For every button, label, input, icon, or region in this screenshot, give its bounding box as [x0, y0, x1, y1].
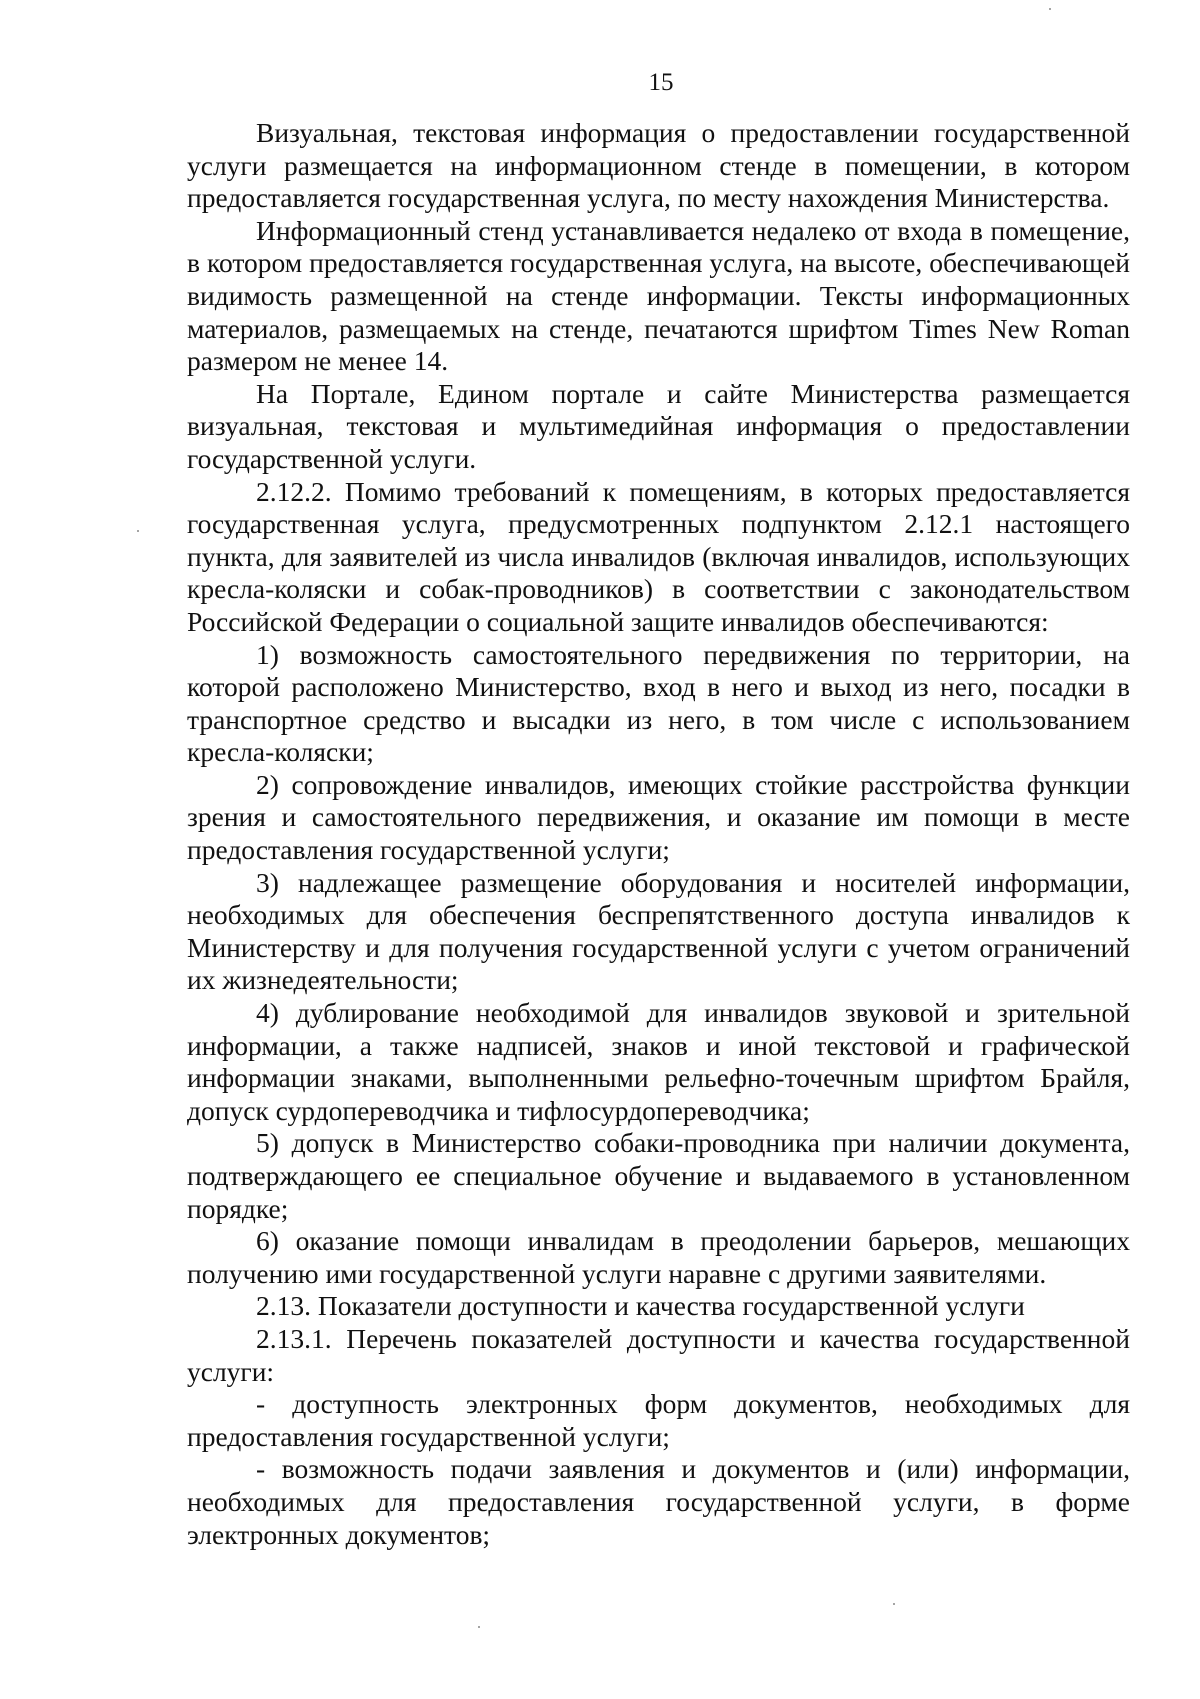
list-item-2: 2) сопровождение инвалидов, имеющих стойкие расстройства функции зрения и самостоятельного передвижения, и оказание им помощи в месте предоставления государственной услуги;	[187, 768, 1130, 866]
list-item-6: 6) оказание помощи инвалидам в преодолении барьеров, мешающих получению ими государственной услуги наравне с другими заявителями.	[187, 1225, 1130, 1289]
paragraph-info-stand: Информационный стенд устанавливается недалеко от входа в помещение, в котором предоставляется государственная услуга, на высоте, обеспечивающей видимость размещенной на стенде информации. Тексты информационных материалов, размещаемых на стенде, печатаются шрифтом Times New Roman размером не менее 14.	[187, 214, 1130, 377]
page-number: 15	[648, 69, 674, 96]
scan-speck	[893, 1603, 895, 1605]
list-item-5: 5) допуск в Министерство собаки-проводника при наличии документа, подтверждающего ее специальное обучение и выдаваемого в установленном порядке;	[187, 1127, 1130, 1224]
list-item-3: 3) надлежащее размещение оборудования и носителей информации, необходимых для обеспечения беспрепятственного доступа инвалидов к Министерству и для получения государственной услуги с учетом ограничений их жизнедеятельности;	[187, 866, 1130, 996]
paragraph-visual-info: Визуальная, текстовая информация о предоставлении государственной услуги размещается на информационном стенде в помещении, в котором предоставляется государственная услуга, по месту нахождения Министерства.	[187, 117, 1130, 214]
list-item-4: 4) дублирование необходимой для инвалидов звуковой и зрительной информации, а также надписей, знаков и иной текстовой и графической информации знаками, выполненными рельефно-точечным шрифтом Брайля, допуск сурдопереводчика и тифлосурдопереводчика;	[187, 997, 1130, 1126]
scan-speck	[478, 1626, 480, 1628]
paragraph-2-13-1: 2.13.1. Перечень показателей доступности и качества государственной услуги:	[187, 1322, 1130, 1387]
list-item-1: 1) возможность самостоятельного передвижения по территории, на которой расположено Министерство, вход в него и выход из него, посадки в транспортное средство и высадки из него, в том числе с использованием кресла-коляски;	[187, 638, 1130, 768]
section-heading-2-13: 2.13. Показатели доступности и качества государственной услуги	[256, 1290, 1025, 1322]
indicator-item-2: - возможность подачи заявления и документов и (или) информации, необходимых для предоставления государственной услуги, в форме электронных документов;	[187, 1453, 1130, 1550]
paragraph-2-12-2: 2.12.2. Помимо требований к помещениям, в которых предоставляется государственная услуга, предусмотренных подпунктом 2.12.1 настоящего пункта, для заявителей из числа инвалидов (включая инвалидов, использующих кресла-коляски и собак-проводников) в соответствии с законодательством Российской Федерации о социальной защите инвалидов обеспечиваются:	[187, 475, 1130, 637]
indicator-item-1: - доступность электронных форм документов, необходимых для предоставления государственной услуги;	[187, 1388, 1130, 1452]
scan-speck	[137, 530, 139, 532]
scan-speck	[1049, 8, 1051, 10]
paragraph-portal-info: На Портале, Едином портале и сайте Министерства размещается визуальная, текстовая и мультимедийная информация о предоставлении государственной услуги.	[187, 377, 1130, 474]
document-body	[187, 117, 1130, 1551]
